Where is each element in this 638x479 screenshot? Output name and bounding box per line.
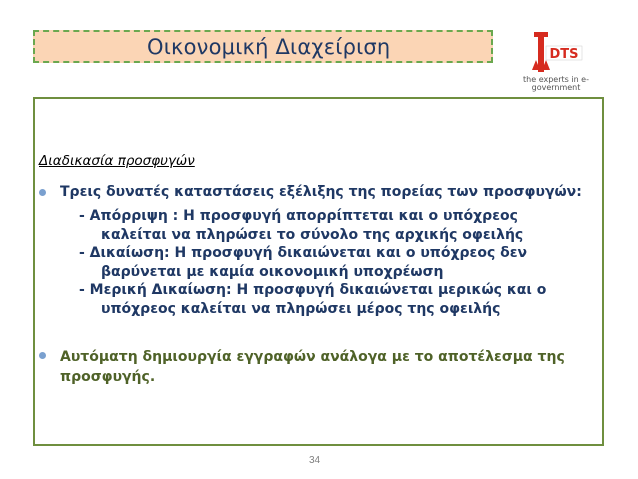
bullet-text: Αυτόματη δημιουργία εγγραφών ανάλογα με το αποτέλεσμα της προσφυγής. [60,349,565,385]
slide-title: Οικονομική Διαχείριση [147,34,391,59]
sub-item-list [79,207,546,318]
page-number: 34 [309,455,321,466]
sub-item-line: καλείται να πληρώσει το σύνολο της αρχικής οφειλής [101,226,524,243]
logo-wordmark: DTS [549,47,579,62]
bullet-item [39,347,579,387]
sub-item-line: βαρύνεται με καμία οικονομική υποχρέωση [101,263,444,280]
bullet-text: Τρεις δυνατές καταστάσεις εξέλιξης της πορείας των προσφυγών: [60,184,582,200]
sub-item-line: - Μερική Δικαίωση: Η προσφυγή δικαιώνεται μερικώς και ο [79,282,547,298]
logo-tagline: the experts in e-government [523,75,589,92]
bullet-item [39,184,582,200]
dts-logo-icon [516,30,596,76]
bullet-dot-icon [39,352,46,359]
section-heading: Διαδικασία προσφυγών [39,153,195,169]
bullet-dot-icon [39,189,46,196]
slide-title-box [33,30,493,63]
sub-item-line: υπόχρεος καλείται να πληρώσει μέρος της οφειλής [101,300,501,317]
sub-item-line: - Απόρριψη : Η προσφυγή απορρίπτεται και ο υπόχρεος [79,208,518,224]
sub-item-line: - Δικαίωση: Η προσφυγή δικαιώνεται και ο υπόχρεος δεν [79,245,528,261]
dts-logo [516,30,596,94]
